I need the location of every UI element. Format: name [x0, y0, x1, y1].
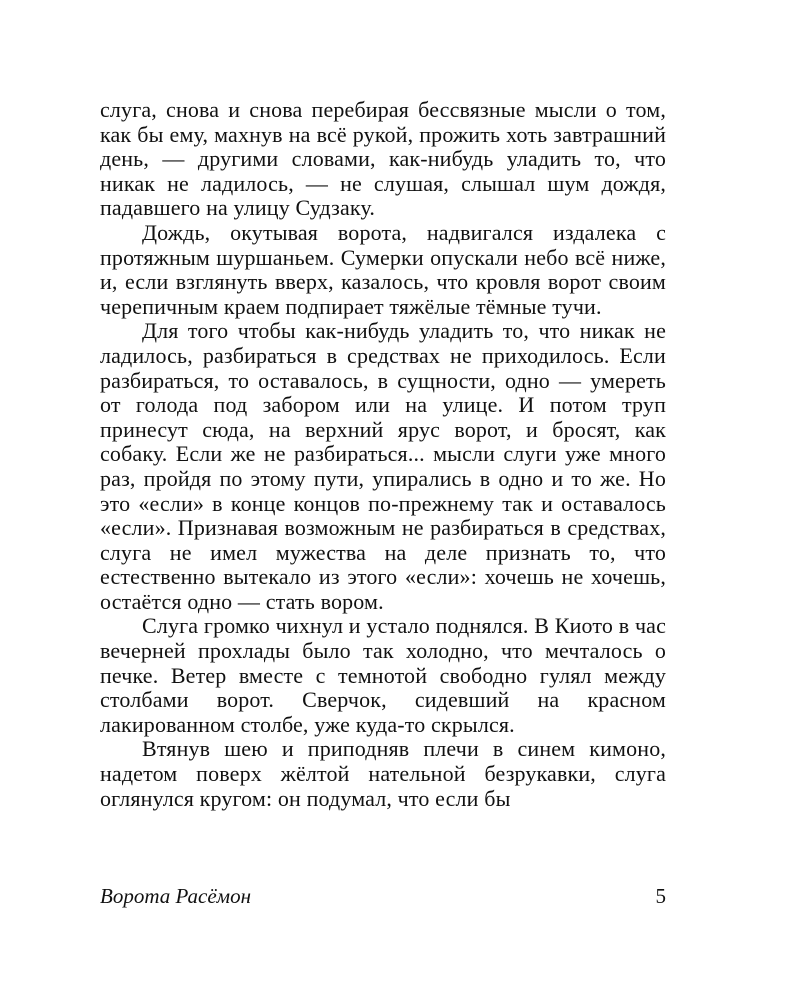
page-number: 5 — [655, 884, 666, 908]
paragraph: Дождь, окутывая ворота, надвигался издалека с протяжным шуршаньем. Сумерки опускали небо всё ниже, и, если взглянуть вверх, казалось, что кровля ворот своим черепичным краем подпирает тяжёлые тёмные тучи. — [100, 219, 666, 319]
paragraph: Слуга громко чихнул и устало поднялся. В Киото в час вечерней прохлады было так холодно, что мечталось о печке. Ветер вместе с темнотой свободно гулял между столбами ворот. Сверчок, сидевший на красном лакированном столбе, уже куда-то скрылся. — [100, 613, 666, 737]
paragraph-continuation: слуга, снова и снова перебирая бессвязные мысли о том, как бы ему, махнув на всё рукой, прожить хоть завтрашний день, — другими словами, как-нибудь уладить то, что никак не ладилось, — не слушая, слышал шум дождя, падавшего на улицу Судзаку. — [100, 97, 666, 221]
paragraph: Для того чтобы как-нибудь уладить то, что никак не ладилось, разбираться в средствах не приходилось. Если разбираться, то оставалось, в сущности, одно — умереть от голода под забором или на улице. И потом труп принесут сюда, на верхний ярус ворот, и бросят, как собаку. Если же не разбираться... мысли слуги уже много раз, пройдя по этому пути, упирались в одно и то же. Но это «если» в конце концов по-прежнему так и оставалось «если». Признавая возможным не разбираться в средствах, слуга не имел мужества на деле признать то, что естественно вытекало из этого «если»: хочешь не хочешь, остаётся одно — стать вором. — [100, 318, 666, 614]
body-text — [100, 98, 666, 811]
running-title: Ворота Расёмон — [100, 884, 251, 908]
paragraph: Втянув шею и приподняв плечи в синем кимоно, надетом поверх жёлтой нательной безрукавки, слуга оглянулся кругом: он подумал, что если бы — [100, 736, 666, 811]
page-body — [100, 98, 666, 811]
page-footer — [100, 884, 666, 912]
